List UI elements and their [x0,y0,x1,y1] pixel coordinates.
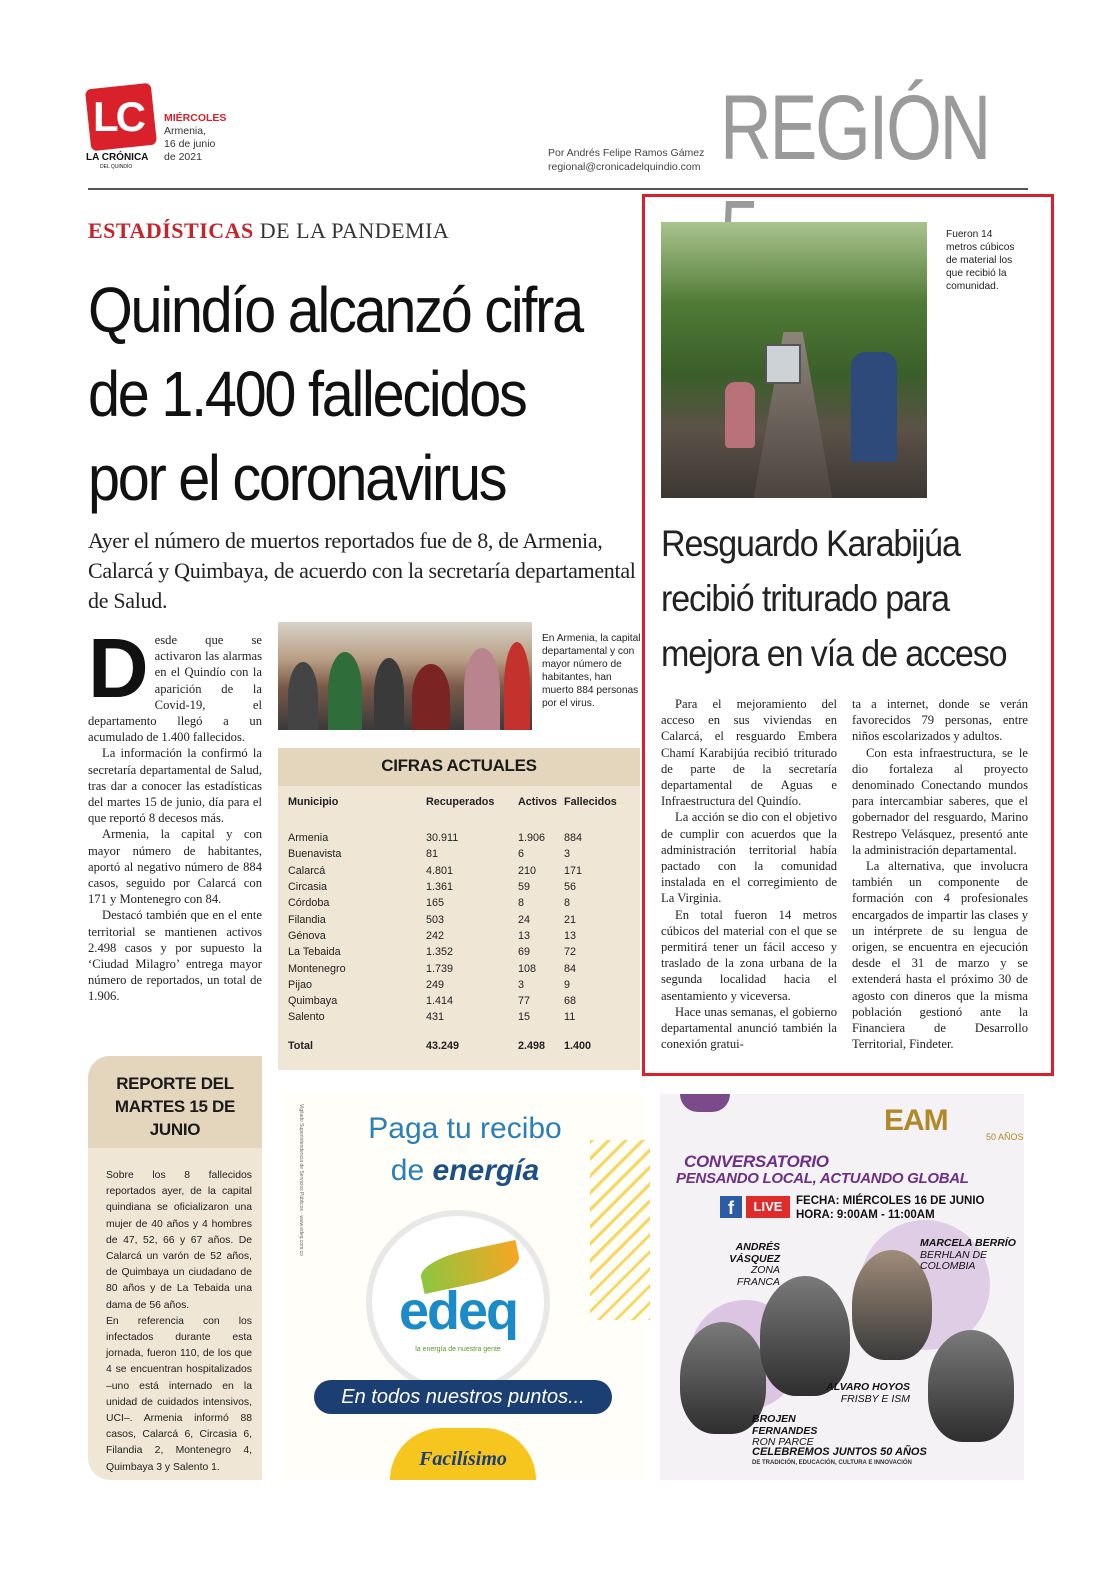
issue-year: de 2021 [164,151,202,163]
article-kicker [88,218,449,244]
table-cell: Córdoba [288,897,330,910]
table-cell: 1.739 [426,962,454,975]
table-cell: 30.911 [426,832,459,845]
table-cell: 6 [518,848,525,861]
article-paragraph-2: La información la confirmó la secretaría departamental de Salud, tras dar a conocer las estadísticas del martes 15 de junio, día para el que reportó 8 decesos más. [88,746,262,826]
table-row [288,928,624,944]
report-box-title: REPORTE DEL MARTES 15 DE JUNIO [114,1074,236,1139]
column-header: Activos [518,796,558,808]
column-header: Municipio [288,796,339,808]
table-cell: 56 [564,881,577,894]
table-row [288,944,624,960]
edeq-slogan: la energía de nuestra gente [415,1346,501,1353]
logo-sub: DEL QUINDÍO [100,164,133,170]
article-body [88,621,262,1005]
table-cell: 3 [518,978,525,991]
issue-city: Armenia, [164,125,207,137]
table-cell: 8 [518,897,525,910]
table-row [288,879,624,895]
table-row [288,895,624,911]
table-cell: Armenia [288,832,329,845]
issue-weekday: MIÉRCOLES [164,112,227,124]
article-paragraph-4: Destacó también que en el ente territorial se mantienen activos 2.498 casos y por supuesto la ‘Ciudad Milagro’ entrega mayor número de reportados, un total de 1.906. [88,908,262,1004]
table-cell: Circasia [288,881,327,894]
table-cell: 1.361 [426,881,454,894]
table-cell: 15 [518,1011,531,1024]
logo-name: LA CRÓNICA [86,152,149,163]
table-cell: 11 [564,1011,576,1024]
byline [548,146,704,174]
table-cell: 77 [518,995,531,1008]
table-cell: Quimbaya [288,995,338,1008]
issue-date [164,112,226,164]
table-cell: 884 [564,832,583,845]
side-article-headline: Resguardo Karabijúa recibió triturado para mejora en vía de acceso [661,523,1007,674]
table-cell: 1.414 [426,995,454,1008]
ad-brand-name: Facilísimo [419,1448,507,1470]
speaker-photo [760,1276,850,1396]
drop-cap: D [88,621,149,715]
table-cell: 84 [564,962,577,975]
side-paragraph-5: ta a internet, donde se verán favorecidos 79 personas, entre niños escolarizados y adultos. [852,697,1028,744]
table-cell: Buenavista [288,848,342,861]
table-cell: 2.498 [518,1039,546,1052]
event-time: HORA: 9:00AM - 11:00AM [796,1209,935,1221]
table-row [288,993,624,1009]
table-cell: 72 [564,946,577,959]
table-cell: 9 [564,978,571,991]
road-work-photo [661,222,927,498]
table-row [288,830,624,846]
table-cell: 108 [518,962,537,975]
kicker-rest: DE LA PANDEMIA [259,218,450,243]
table-cell: 1.906 [518,832,546,845]
section-name: REGIÓN [720,77,990,179]
table-header-row [288,796,624,830]
article-paragraph-1: Desde que se activaron las alarmas en el Quindío con la aparición de la Covid-19, el departamento llegó a un acumulado de 1.400 fallecidos. [88,621,262,745]
table-cell: 24 [518,913,531,926]
table-cell: 69 [518,946,531,959]
ad-line-2: de energía [390,1154,540,1187]
table-cell: Pijao [288,978,313,991]
table-cell: La Tebaida [288,946,341,959]
table-cell: 21 [564,913,577,926]
table-cell: 210 [518,864,537,877]
table-cell: 171 [564,864,583,877]
table-cell: 4.801 [426,864,454,877]
report-paragraph-1: Sobre los 8 fallecidos reportados ayer, de la capital quindiana se oficializaron una mujer de 40 años y 4 hombres de 47, 52, 66 y 67 años. De Calarcá un varón de 52 años, de Quimbaya un ciudadano de 80 años y de La Tebaida una dama de 56 años. [106,1170,252,1311]
header-divider [88,188,1028,190]
stats-table-title: CIFRAS ACTUALES [381,756,537,775]
table-cell: Salento [288,1011,325,1024]
speaker-label: ALVARO HOYOS FRISBY E ISM [826,1381,910,1405]
table-total-row [288,1026,624,1052]
table-cell: Génova [288,929,326,942]
report-box-body [106,1168,252,1476]
table-row [288,846,624,862]
eam-logo: EAM [884,1104,948,1137]
kicker-bold: ESTADÍSTICAS [88,218,254,243]
table-cell: 68 [564,995,577,1008]
article-deck: Ayer el número de muertos reportados fue de 8, de Armenia, Calarcá y Quimbaya, de acuerdo con la secretaría departamental de Salud. [88,528,636,613]
event-subtitle: PENSANDO LOCAL, ACTUANDO GLOBAL [676,1170,969,1187]
byline-author: Por Andrés Felipe Ramos Gámez [548,147,705,159]
facebook-icon: f [720,1196,742,1218]
table-row [288,960,624,976]
table-cell: 165 [426,897,445,910]
table-cell: 1.352 [426,946,454,959]
table-row [288,977,624,993]
crowd-photo-caption: En Armenia, la capital departamental y con mayor número de habitantes, han muerto 884 personas por el virus. [542,633,641,709]
side-article-column-1 [661,696,837,1052]
road-photo-caption: Fueron 14 metros cúbicos de material los que recibió la comunidad. [946,229,1015,292]
table-cell: 81 [426,848,439,861]
live-badge: LIVE [746,1196,790,1218]
speaker-label: MARCELA BERRÍO BERHLAN DE COLOMBIA [920,1237,1016,1272]
ad-footer-sub: DE TRADICIÓN, EDUCACIÓN, CULTURA E INNOVACIÓN [752,1460,912,1466]
table-cell: 431 [426,1011,445,1024]
article-paragraph-3: Armenia, la capital y con mayor número de habitantes, aportó al negativo número de 884 casos, seguido por Calarcá con 171 y Montenegro con 84. [88,827,262,907]
table-cell: 59 [518,881,531,894]
table-cell: Total [288,1039,313,1052]
eam-years: 50 AÑOS [986,1132,1024,1142]
side-paragraph-4: Hace unas semanas, el gobierno departamental anunció también la conexión gratui- [661,1004,837,1052]
event-datetime [796,1194,985,1222]
table-row [288,911,624,927]
column-header: Fallecidos [564,796,617,808]
ad-footer: CELEBREMOS JUNTOS 50 AÑOS [752,1446,927,1458]
byline-email[interactable]: regional@cronicadelquindio.com [548,161,701,173]
event-date: FECHA: MIÉRCOLES 16 DE JUNIO [796,1195,985,1207]
table-cell: 8 [564,897,571,910]
table-cell: 503 [426,913,445,926]
event-title: CONVERSATORIO [684,1152,829,1171]
speaker-label: ANDRÉS VÁSQUEZ ZONA FRANCA [729,1241,780,1288]
side-article-column-2 [852,696,1028,1052]
table-cell: Calarcá [288,864,326,877]
stats-table [288,796,624,1052]
table-cell: 3 [564,848,571,861]
ad-legal-text: Vigilado Superintendencia de Servicios Públicos · www.edeq.com.co [298,1104,304,1256]
speaker-photo [928,1330,1014,1442]
table-cell: 13 [564,929,577,942]
side-paragraph-6: Con esta infraestructura, se le dio fortaleza al proyecto denominado Conectando mundos para intercambiar saberes, que el gobernador del resguardo, Marino Restrepo Velásquez, presentó ante la administración departamental. [852,745,1028,857]
table-row [288,1009,624,1025]
table-cell: Montenegro [288,962,346,975]
edeq-logo: edeq [398,1281,518,1341]
side-paragraph-2: La acción se dio con el objetivo de cumplir con acuerdos que la administración territorial había pactado con la comunidad instalada en el corregimiento de La Virginia. [661,810,837,906]
ad-line-1: Paga tu recibo [368,1112,562,1145]
crowd-photo [278,622,532,730]
table-cell: 249 [426,978,445,991]
article-headline: Quindío alcanzó cifra de 1.400 fallecidos por el coronavirus [88,274,582,514]
table-cell: 1.400 [564,1039,592,1052]
column-header: Recuperados [426,796,495,808]
table-cell: Filandia [288,913,326,926]
logo-letters: LC [93,93,143,140]
speaker-label: BROJEN FERNANDES RON PARCE [752,1413,818,1448]
table-row [288,863,624,879]
table-cell: 43.249 [426,1039,460,1052]
table-cell: 242 [426,929,445,942]
side-paragraph-3: En total fueron 14 metros cúbicos del material con el que se permitirá tener un fácil acceso y traslado de la zona urbana de la segunda localidad hacia el asentamiento y viceversa. [661,907,837,1003]
side-paragraph-7: La alternativa, que involucra también un componente de formación con 4 profesionales encargados de impartir las clases y un intérprete de su lengua de origen, se encuentra en ejecución desde el 31 de marzo y se extenderá hasta el próximo 30 de agosto con dineros que la misma población gestionó ante la Financiera de Desarrollo Territorial, Findeter. [852,859,1028,1052]
report-paragraph-2: En referencia con los infectados durante esta jornada, fueron 110, de los que 4 se encuentran hospitalizados –uno está internado en la unidad de cuidados intensivos, UCI–. Armenia informó 88 casos, Calarcá 6, Circasia 6, Filandia 2, Montenegro 4, Quimbaya 3 y Salento 1. [106,1315,252,1473]
table-cell: 13 [518,929,531,942]
side-paragraph-1: Para el mejoramiento del acceso en sus viviendas en Calarcá, el resguardo Embera Chamí Karabijúa recibió triturado de parte de la secretaría departamental de Aguas e Infraestructura del Quindío. [661,697,837,809]
ad-pill-banner: En todos nuestros puntos... [314,1380,612,1414]
issue-day-month: 16 de junio [164,138,216,150]
